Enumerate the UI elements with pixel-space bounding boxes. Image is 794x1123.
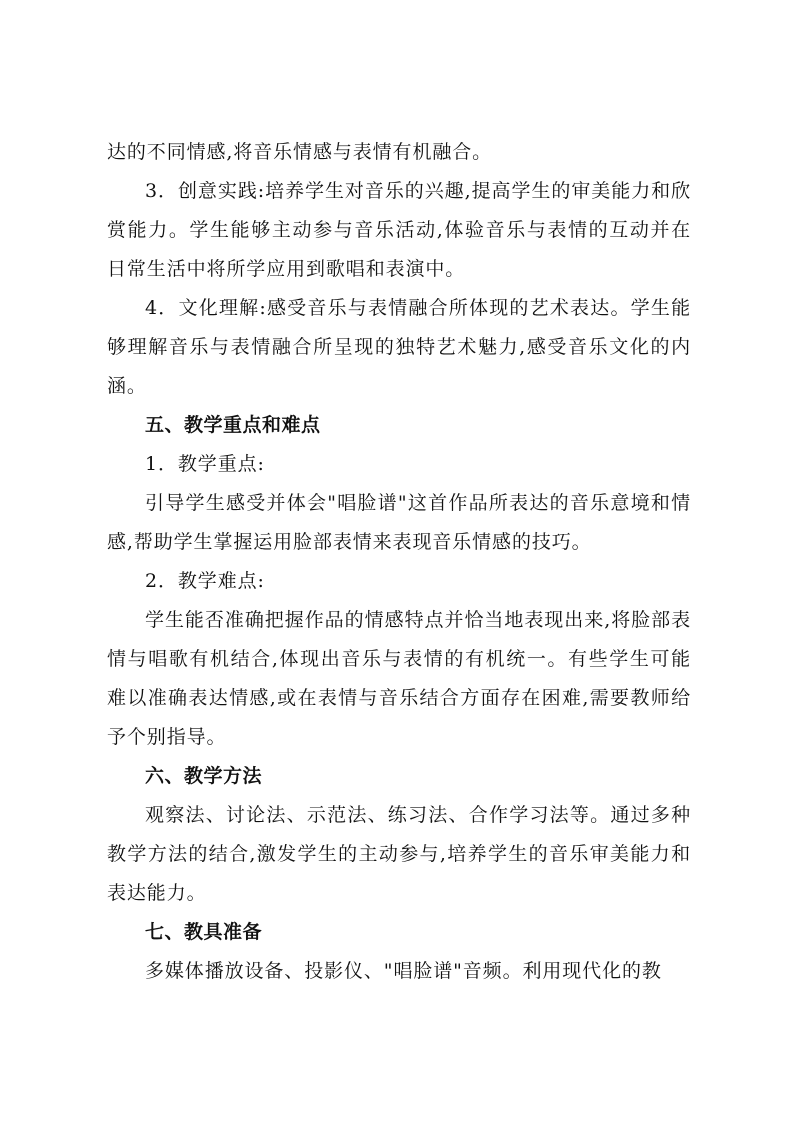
paragraph-teaching-difficulty: 学生能否准确把握作品的情感特点并恰当地表现出来,将脸部表情与唱歌有机结合,体现出音乐与表情的有机统一。有些学生可能难以准确表达情感,或在表情与音乐结合方面存在困难,需要教师给予个别指导。 [107,609,691,748]
paragraph-teaching-methods: 观察法、讨论法、示范法、练习法、合作学习法等。通过多种教学方法的结合,激发学生的主动参与,培养学生的音乐审美能力和表达能力。 [107,804,691,904]
document-body [107,133,691,991]
subheading-teaching-difficulty: 2．教学难点: [145,570,265,592]
paragraph-continuation: 达的不同情感,将音乐情感与表情有机融合。 [107,141,493,163]
subheading-teaching-focus: 1．教学重点: [145,453,265,475]
paragraph-cultural-understanding: 4．文化理解:感受音乐与表情融合所体现的艺术表达。学生能够理解音乐与表情融合所呈现的独特艺术魅力,感受音乐文化的内涵。 [107,297,691,397]
paragraph-teaching-focus: 引导学生感受并体会"唱脸谱"这首作品所表达的音乐意境和情感,帮助学生掌握运用脸部表情来表现音乐情感的技巧。 [107,492,691,553]
section-heading-teaching-aids: 七、教具准备 [145,921,263,943]
paragraph-creative-practice: 3．创意实践:培养学生对音乐的兴趣,提高学生的审美能力和欣赏能力。学生能够主动参与音乐活动,体验音乐与表情的互动并在日常生活中将所学应用到歌唱和表演中。 [107,180,691,280]
section-heading-key-points: 五、教学重点和难点 [145,414,321,436]
section-heading-teaching-methods: 六、教学方法 [145,765,263,787]
paragraph-teaching-aids: 多媒体播放设备、投影仪、"唱脸谱"音频。利用现代化的教 [145,960,662,982]
